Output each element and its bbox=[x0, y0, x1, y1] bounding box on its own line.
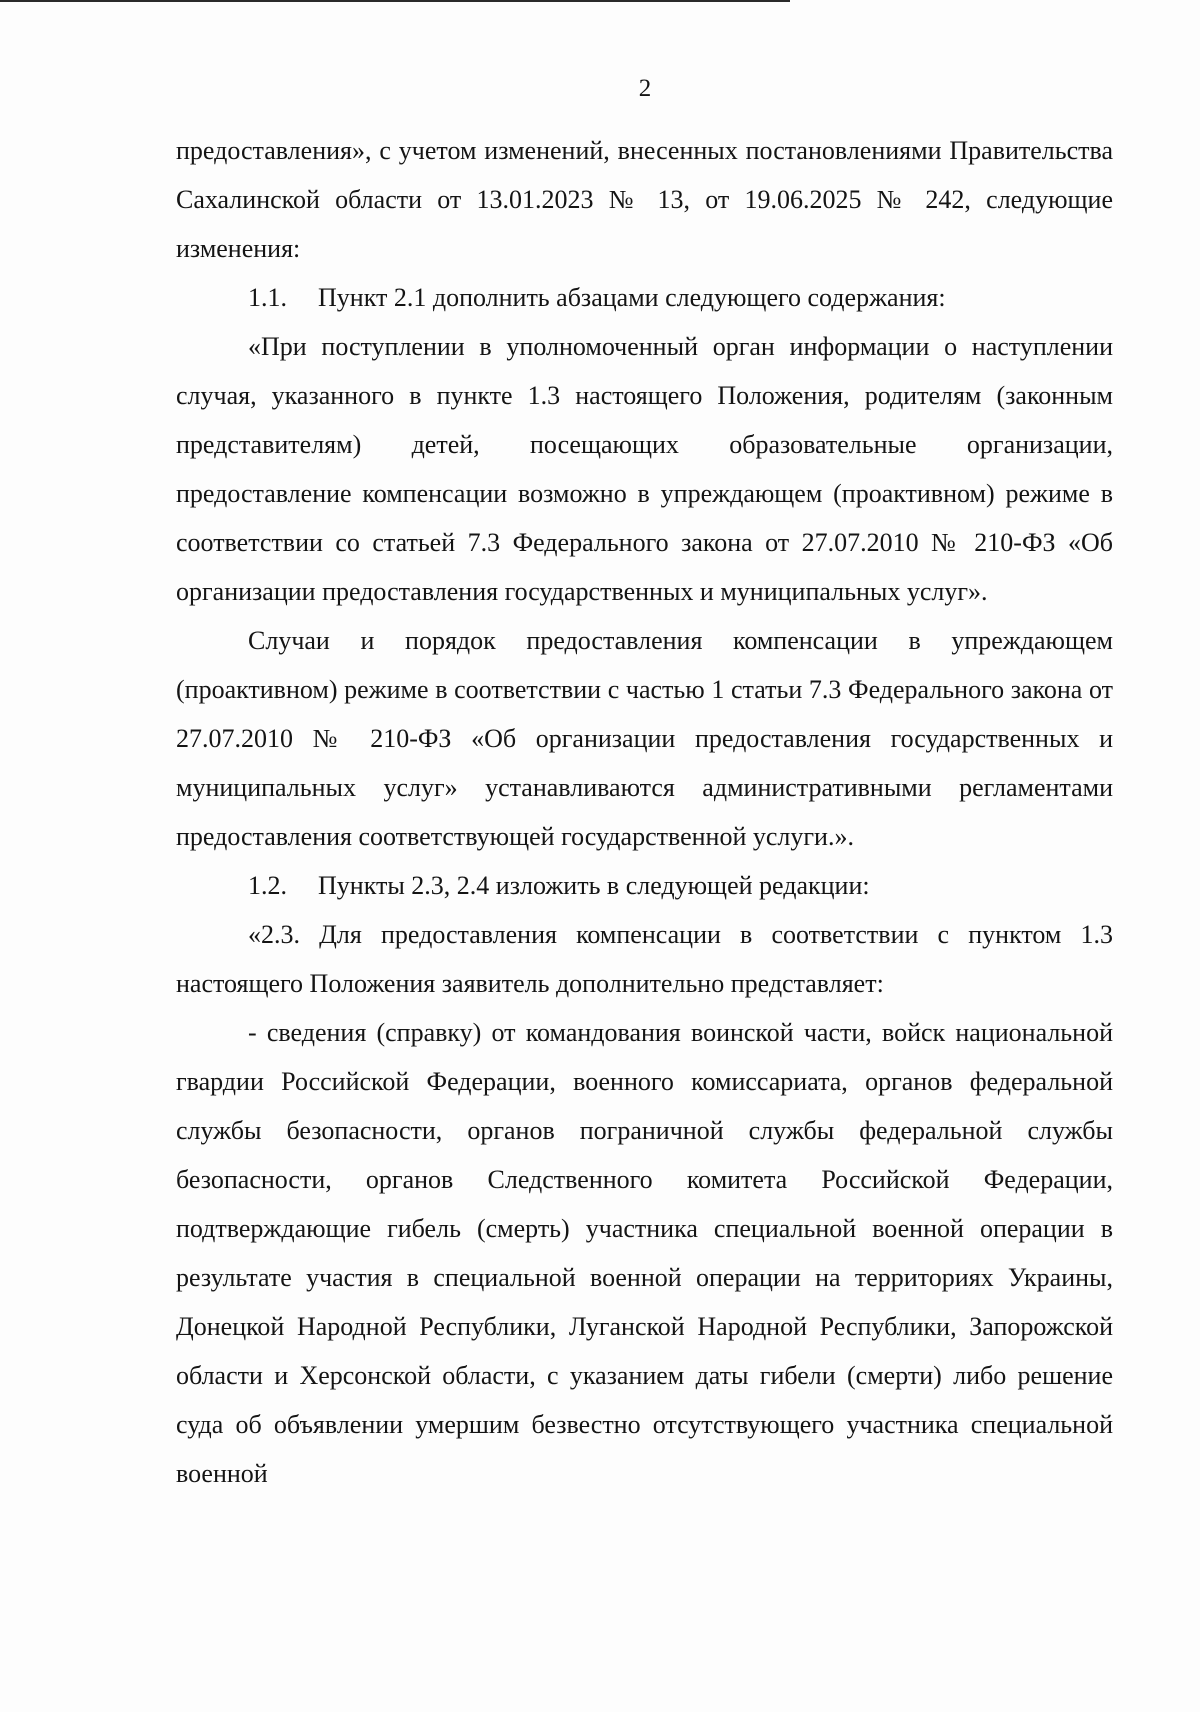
paragraph-2-3: «2.3. Для предоставления компенсации в соответствии с пунктом 1.3 настоящего Положения заявитель дополнительно представляет: bbox=[176, 920, 1113, 998]
page-number: 2 bbox=[638, 75, 652, 102]
document-body bbox=[176, 126, 1113, 1498]
paragraph-cases: Случаи и порядок предоставления компенсации в упреждающем (проактивном) режиме в соответствии с частью 1 статьи 7.3 Федерального закона от 27.07.2010 № 210-ФЗ «Об организации предоставления государственных и муниципальных услуг» устанавливаются административными регламентами предоставления соответствующей государственной услуги.». bbox=[176, 626, 1113, 851]
item-1-2 bbox=[176, 861, 1113, 910]
item-number: 1.1. bbox=[248, 283, 287, 312]
paragraph-intro: предоставления», с учетом изменений, внесенных постановлениями Правительства Сахалинской области от 13.01.2023 № 13, от 19.06.2025 № 242, следующие изменения: bbox=[176, 136, 1113, 263]
item-text: Пункты 2.3, 2.4 изложить в следующей редакции: bbox=[318, 871, 870, 900]
item-1-1 bbox=[176, 273, 1113, 322]
paragraph-proactive: «При поступлении в уполномоченный орган информации о наступлении случая, указанного в пункте 1.3 настоящего Положения, родителям (законным представителям) детей, посещающих образовательные организации, предоставление компенсации возможно в упреждающем (проактивном) режиме в соответствии со статьей 7.3 Федерального закона от 27.07.2010 № 210-ФЗ «Об организации предоставления государственных и муниципальных услуг». bbox=[176, 332, 1113, 606]
item-text: Пункт 2.1 дополнить абзацами следующего содержания: bbox=[318, 283, 946, 312]
paragraph-information: - сведения (справку) от командования воинской части, войск национальной гвардии Российской Федерации, военного комиссариата, органов федеральной службы безопасности, органов пограничной службы федеральной службы безопасности, органов Следственного комитета Российской Федерации, подтверждающие гибель (смерть) участника специальной военной операции в результате участия в специальной военной операции на территориях Украины, Донецкой Народной Республики, Луганской Народной Республики, Запорожской области и Херсонской области, с указанием даты гибели (смерти) либо решение суда об объявлении умершим безвестно отсутствующего участника специальной военной bbox=[176, 1018, 1113, 1488]
scan-top-edge bbox=[0, 0, 790, 2]
item-number: 1.2. bbox=[248, 871, 287, 900]
